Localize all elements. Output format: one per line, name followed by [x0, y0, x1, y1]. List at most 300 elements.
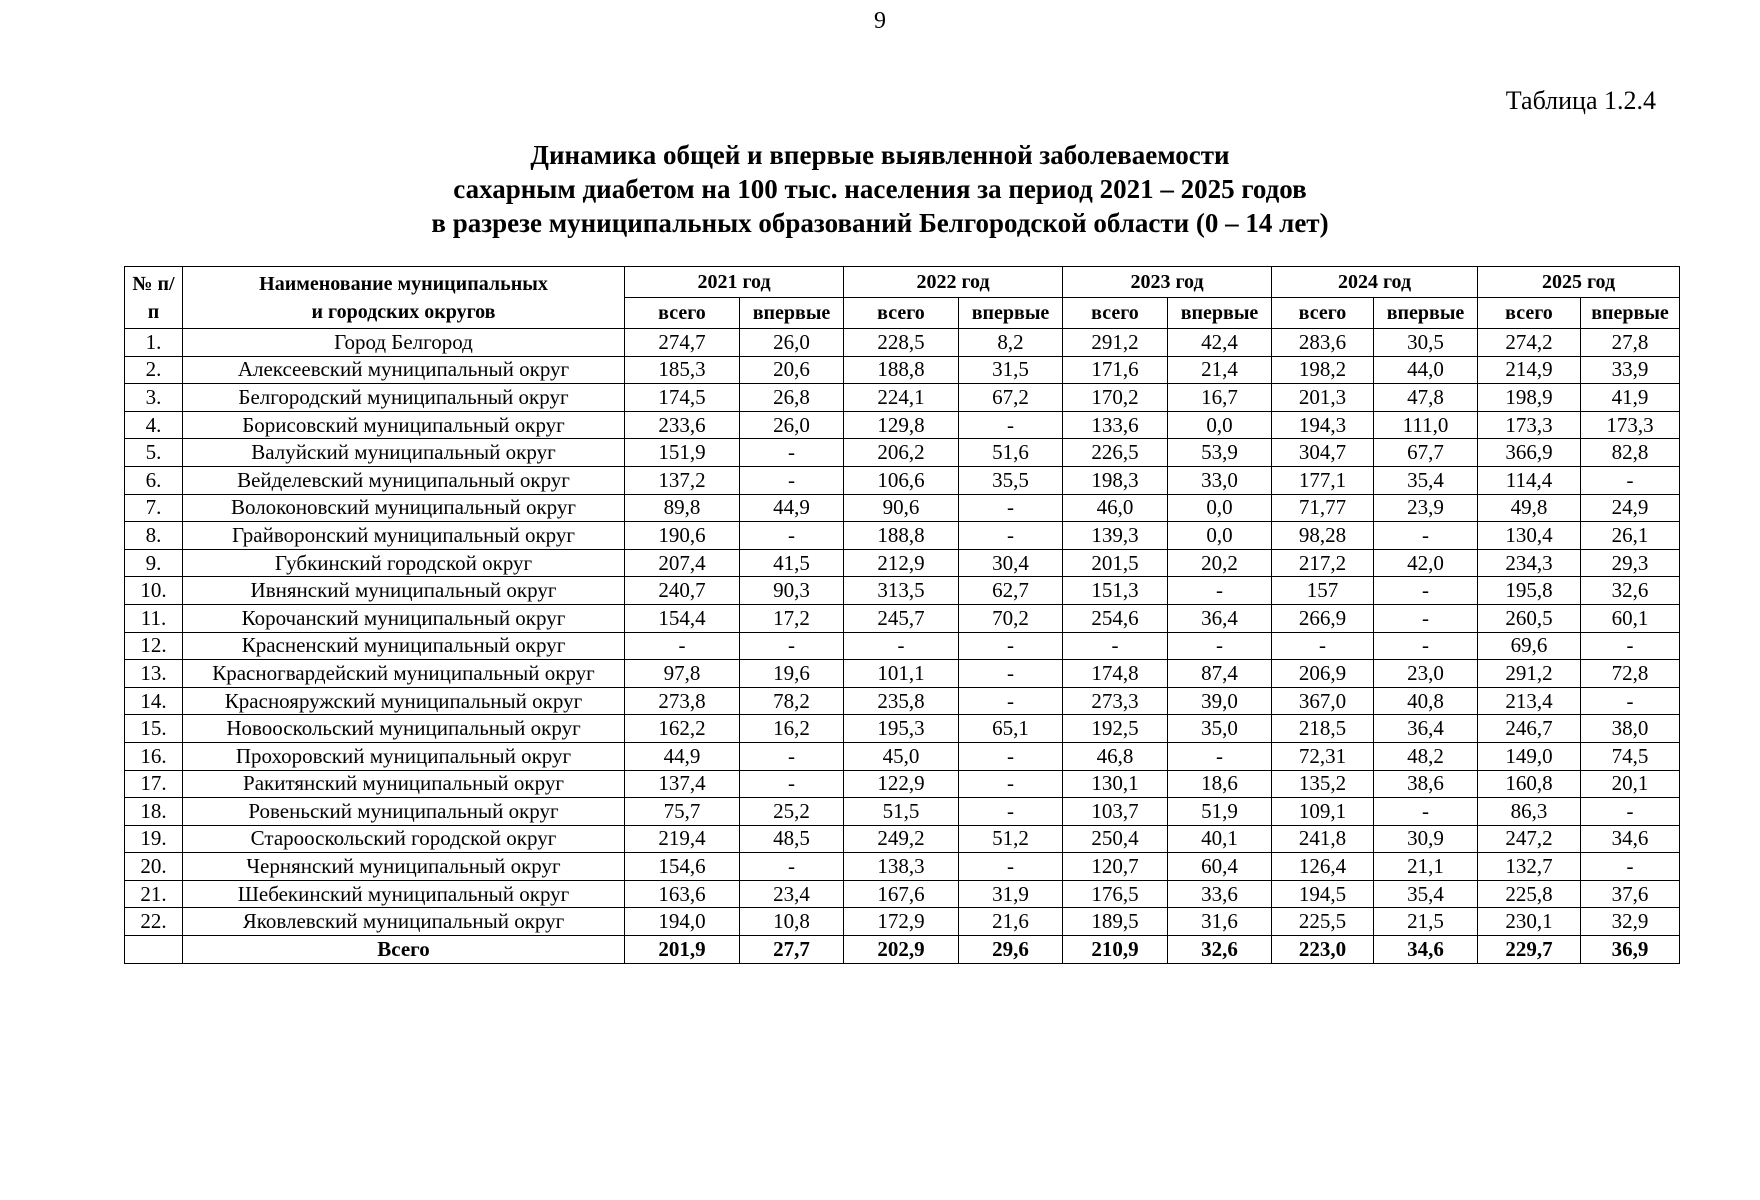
value-total-cell: 86,3 [1478, 798, 1581, 826]
value-new-cell: 65,1 [959, 715, 1063, 743]
table-row [125, 411, 1680, 439]
district-name: Прохоровский муниципальный округ [183, 742, 625, 770]
value-new-cell: 20,1 [1581, 770, 1680, 798]
value-new-cell: 19,6 [740, 660, 844, 688]
page-number: 9 [874, 8, 886, 34]
value-total-cell: 154,6 [625, 853, 740, 881]
value-total-cell: 194,5 [1272, 880, 1374, 908]
header-sub-total: всего [1272, 298, 1374, 329]
value-new-cell: 48,2 [1374, 742, 1478, 770]
value-new-cell: - [740, 466, 844, 494]
header-sub-new: впервые [1581, 298, 1680, 329]
value-new-cell: 21,1 [1374, 853, 1478, 881]
value-new-cell: 34,6 [1581, 825, 1680, 853]
value-total-cell: 225,8 [1478, 880, 1581, 908]
value-total-cell: 240,7 [625, 577, 740, 605]
value-total-cell: 213,4 [1478, 687, 1581, 715]
value-new-cell: - [740, 742, 844, 770]
value-new-cell: - [959, 494, 1063, 522]
value-new-cell: 111,0 [1374, 411, 1478, 439]
value-new-cell: - [1581, 687, 1680, 715]
value-new-cell: 67,7 [1374, 439, 1478, 467]
table-row [125, 880, 1680, 908]
value-new-cell: - [959, 798, 1063, 826]
value-new-cell: - [1581, 798, 1680, 826]
value-total-cell: 192,5 [1063, 715, 1168, 743]
row-number: 20. [125, 853, 183, 881]
value-new-cell: - [1168, 742, 1272, 770]
value-total-cell: 283,6 [1272, 329, 1374, 357]
title-line: в разрезе муниципальных образований Белгородской области (0 – 14 лет) [431, 208, 1329, 238]
value-total-cell: 212,9 [844, 549, 959, 577]
district-name: Яковлевский муниципальный округ [183, 908, 625, 936]
row-number: 21. [125, 880, 183, 908]
header-sub-new: впервые [1168, 298, 1272, 329]
value-total-cell: 130,4 [1478, 522, 1581, 550]
value-total-cell: 171,6 [1063, 356, 1168, 384]
value-total-cell: 195,8 [1478, 577, 1581, 605]
total-row [125, 936, 1680, 964]
value-total-cell: 202,9 [844, 936, 959, 964]
value-total-cell: 174,5 [625, 384, 740, 412]
value-total-cell: 224,1 [844, 384, 959, 412]
value-new-cell: 90,3 [740, 577, 844, 605]
table-label: Таблица 1.2.4 [1505, 86, 1656, 115]
value-total-cell: 188,8 [844, 522, 959, 550]
value-total-cell: 106,6 [844, 466, 959, 494]
value-total-cell: 218,5 [1272, 715, 1374, 743]
row-number: 22. [125, 908, 183, 936]
row-number: 13. [125, 660, 183, 688]
value-new-cell: - [959, 632, 1063, 660]
row-number: 11. [125, 604, 183, 632]
value-total-cell: 367,0 [1272, 687, 1374, 715]
row-number: 9. [125, 549, 183, 577]
value-new-cell: 36,4 [1374, 715, 1478, 743]
value-new-cell: 51,6 [959, 439, 1063, 467]
document-title [0, 138, 1760, 240]
value-total-cell: 45,0 [844, 742, 959, 770]
district-name: Валуйский муниципальный округ [183, 439, 625, 467]
value-new-cell: 42,4 [1168, 329, 1272, 357]
value-total-cell: 291,2 [1063, 329, 1168, 357]
header-sub-new: впервые [740, 298, 844, 329]
value-total-cell: 198,2 [1272, 356, 1374, 384]
title-line: сахарным диабетом на 100 тыс. населения за период 2021 – 2025 годов [453, 174, 1307, 204]
value-total-cell: 201,5 [1063, 549, 1168, 577]
value-total-cell: 241,8 [1272, 825, 1374, 853]
value-total-cell: 210,9 [1063, 936, 1168, 964]
header-year-2021: 2021 год [625, 267, 844, 298]
value-new-cell: 26,8 [740, 384, 844, 412]
value-new-cell: 0,0 [1168, 411, 1272, 439]
value-new-cell: - [1374, 604, 1478, 632]
value-new-cell: 21,6 [959, 908, 1063, 936]
value-new-cell: - [959, 411, 1063, 439]
row-number: 15. [125, 715, 183, 743]
table-row [125, 687, 1680, 715]
value-total-cell: 194,0 [625, 908, 740, 936]
value-new-cell: 42,0 [1374, 549, 1478, 577]
district-name: Краснояружский муниципальный округ [183, 687, 625, 715]
value-total-cell: 245,7 [844, 604, 959, 632]
value-total-cell: 71,77 [1272, 494, 1374, 522]
value-new-cell: 39,0 [1168, 687, 1272, 715]
value-new-cell: 36,4 [1168, 604, 1272, 632]
value-new-cell: 23,9 [1374, 494, 1478, 522]
table-row [125, 908, 1680, 936]
value-total-cell: 114,4 [1478, 466, 1581, 494]
value-new-cell: - [959, 687, 1063, 715]
table-row [125, 853, 1680, 881]
table-row [125, 798, 1680, 826]
value-new-cell: 44,0 [1374, 356, 1478, 384]
value-new-cell: 0,0 [1168, 522, 1272, 550]
value-new-cell: 29,6 [959, 936, 1063, 964]
row-number: 12. [125, 632, 183, 660]
value-total-cell: 89,8 [625, 494, 740, 522]
value-new-cell: - [1581, 632, 1680, 660]
value-new-cell: 41,9 [1581, 384, 1680, 412]
value-total-cell: 190,6 [625, 522, 740, 550]
value-new-cell: 36,9 [1581, 936, 1680, 964]
district-name: Ровеньский муниципальный округ [183, 798, 625, 826]
value-total-cell: 226,5 [1063, 439, 1168, 467]
header-year-2022: 2022 год [844, 267, 1063, 298]
value-total-cell: 132,7 [1478, 853, 1581, 881]
header-year-2025: 2025 год [1478, 267, 1680, 298]
row-number: 14. [125, 687, 183, 715]
value-new-cell: 16,7 [1168, 384, 1272, 412]
value-new-cell: 30,5 [1374, 329, 1478, 357]
value-total-cell: 185,3 [625, 356, 740, 384]
header-sub-total: всего [844, 298, 959, 329]
value-new-cell: 33,9 [1581, 356, 1680, 384]
value-total-cell: 49,8 [1478, 494, 1581, 522]
value-total-cell: 160,8 [1478, 770, 1581, 798]
value-new-cell: 38,6 [1374, 770, 1478, 798]
value-total-cell: 188,8 [844, 356, 959, 384]
value-new-cell: 51,2 [959, 825, 1063, 853]
value-new-cell: 34,6 [1374, 936, 1478, 964]
value-new-cell: 27,7 [740, 936, 844, 964]
row-number: 7. [125, 494, 183, 522]
value-new-cell: - [959, 770, 1063, 798]
value-total-cell: 206,9 [1272, 660, 1374, 688]
value-total-cell: 90,6 [844, 494, 959, 522]
value-new-cell: 60,4 [1168, 853, 1272, 881]
value-new-cell: 32,6 [1168, 936, 1272, 964]
district-name: Ракитянский муниципальный округ [183, 770, 625, 798]
value-total-cell: 149,0 [1478, 742, 1581, 770]
row-number [125, 936, 183, 964]
value-total-cell: 97,8 [625, 660, 740, 688]
value-new-cell: 20,6 [740, 356, 844, 384]
value-total-cell: 138,3 [844, 853, 959, 881]
table-row [125, 770, 1680, 798]
district-name: Волоконовский муниципальный округ [183, 494, 625, 522]
district-name: Ивнянский муниципальный округ [183, 577, 625, 605]
value-new-cell: - [740, 853, 844, 881]
value-total-cell: 46,0 [1063, 494, 1168, 522]
table-row [125, 825, 1680, 853]
value-new-cell: 0,0 [1168, 494, 1272, 522]
value-new-cell: 26,0 [740, 411, 844, 439]
value-new-cell: 16,2 [740, 715, 844, 743]
value-total-cell: 126,4 [1272, 853, 1374, 881]
value-total-cell: 162,2 [625, 715, 740, 743]
value-new-cell: - [740, 770, 844, 798]
value-new-cell: 51,9 [1168, 798, 1272, 826]
value-total-cell: 291,2 [1478, 660, 1581, 688]
value-total-cell: 154,4 [625, 604, 740, 632]
row-number: 18. [125, 798, 183, 826]
value-new-cell: - [959, 853, 1063, 881]
district-name: Белгородский муниципальный округ [183, 384, 625, 412]
value-new-cell: 48,5 [740, 825, 844, 853]
row-number: 19. [125, 825, 183, 853]
value-total-cell: 207,4 [625, 549, 740, 577]
value-new-cell: 29,3 [1581, 549, 1680, 577]
header-sub-total: всего [625, 298, 740, 329]
value-total-cell: 189,5 [1063, 908, 1168, 936]
header-name-line1: Наименование муниципальных [259, 272, 548, 295]
value-total-cell: 266,9 [1272, 604, 1374, 632]
value-total-cell: 151,9 [625, 439, 740, 467]
value-total-cell: 69,6 [1478, 632, 1581, 660]
value-total-cell: 198,3 [1063, 466, 1168, 494]
value-new-cell: 78,2 [740, 687, 844, 715]
district-name: Красненский муниципальный округ [183, 632, 625, 660]
district-name: Алексеевский муниципальный округ [183, 356, 625, 384]
header-name [183, 267, 625, 329]
value-total-cell: 72,31 [1272, 742, 1374, 770]
value-new-cell: 173,3 [1581, 411, 1680, 439]
value-total-cell: 201,9 [625, 936, 740, 964]
district-name: Грайворонский муниципальный округ [183, 522, 625, 550]
value-new-cell: - [959, 660, 1063, 688]
value-total-cell: 229,7 [1478, 936, 1581, 964]
value-new-cell: - [740, 522, 844, 550]
value-total-cell: 176,5 [1063, 880, 1168, 908]
value-total-cell: 230,1 [1478, 908, 1581, 936]
value-total-cell: 151,3 [1063, 577, 1168, 605]
value-total-cell: 75,7 [625, 798, 740, 826]
header-year-2023: 2023 год [1063, 267, 1272, 298]
table-row [125, 660, 1680, 688]
district-name: Борисовский муниципальный округ [183, 411, 625, 439]
value-total-cell: 139,3 [1063, 522, 1168, 550]
value-total-cell: 234,3 [1478, 549, 1581, 577]
table-row [125, 494, 1680, 522]
value-total-cell: 217,2 [1272, 549, 1374, 577]
table-row [125, 549, 1680, 577]
value-new-cell: - [1581, 853, 1680, 881]
table-row [125, 577, 1680, 605]
value-new-cell: - [740, 439, 844, 467]
table-row [125, 356, 1680, 384]
value-total-cell: 206,2 [844, 439, 959, 467]
value-new-cell: 38,0 [1581, 715, 1680, 743]
value-total-cell: 157 [1272, 577, 1374, 605]
district-name: Вейделевский муниципальный округ [183, 466, 625, 494]
value-new-cell: 74,5 [1581, 742, 1680, 770]
value-new-cell: 70,2 [959, 604, 1063, 632]
row-number: 8. [125, 522, 183, 550]
value-new-cell: 62,7 [959, 577, 1063, 605]
header-sub-total: всего [1063, 298, 1168, 329]
table-body [125, 329, 1680, 964]
value-total-cell: 313,5 [844, 577, 959, 605]
value-total-cell: 260,5 [1478, 604, 1581, 632]
value-total-cell: 249,2 [844, 825, 959, 853]
value-total-cell: 273,3 [1063, 687, 1168, 715]
header-sub-new: впервые [1374, 298, 1478, 329]
value-new-cell: 60,1 [1581, 604, 1680, 632]
value-total-cell: 129,8 [844, 411, 959, 439]
district-name: Губкинский городской округ [183, 549, 625, 577]
district-name: Корочанский муниципальный округ [183, 604, 625, 632]
table-row [125, 384, 1680, 412]
value-new-cell: 40,1 [1168, 825, 1272, 853]
value-new-cell: 31,5 [959, 356, 1063, 384]
value-total-cell: 133,6 [1063, 411, 1168, 439]
table-row [125, 522, 1680, 550]
header-year-2024: 2024 год [1272, 267, 1478, 298]
district-name: Город Белгород [183, 329, 625, 357]
value-new-cell: - [740, 632, 844, 660]
value-total-cell: 195,3 [844, 715, 959, 743]
value-total-cell: 225,5 [1272, 908, 1374, 936]
value-new-cell: 23,0 [1374, 660, 1478, 688]
value-new-cell: 35,4 [1374, 466, 1478, 494]
value-total-cell: 174,8 [1063, 660, 1168, 688]
value-total-cell: 223,0 [1272, 936, 1374, 964]
district-name: Чернянский муниципальный округ [183, 853, 625, 881]
value-total-cell: 254,6 [1063, 604, 1168, 632]
value-new-cell: 18,6 [1168, 770, 1272, 798]
row-number: 4. [125, 411, 183, 439]
value-new-cell: - [1374, 798, 1478, 826]
value-new-cell: 26,1 [1581, 522, 1680, 550]
header-sub-new: впервые [959, 298, 1063, 329]
value-total-cell: - [625, 632, 740, 660]
value-new-cell: 26,0 [740, 329, 844, 357]
value-total-cell: - [1063, 632, 1168, 660]
header-row-years [125, 267, 1680, 298]
value-total-cell: 122,9 [844, 770, 959, 798]
value-new-cell: 17,2 [740, 604, 844, 632]
value-new-cell: - [1374, 522, 1478, 550]
value-total-cell: 170,2 [1063, 384, 1168, 412]
value-total-cell: 46,8 [1063, 742, 1168, 770]
title-line: Динамика общей и впервые выявленной заболеваемости [530, 140, 1230, 170]
header-sub-total: всего [1478, 298, 1581, 329]
value-total-cell: 167,6 [844, 880, 959, 908]
table-row [125, 329, 1680, 357]
value-total-cell: 246,7 [1478, 715, 1581, 743]
value-total-cell: - [1272, 632, 1374, 660]
value-total-cell: 198,9 [1478, 384, 1581, 412]
row-number: 2. [125, 356, 183, 384]
value-new-cell: 72,8 [1581, 660, 1680, 688]
value-new-cell: 31,9 [959, 880, 1063, 908]
header-num: № п/п [125, 267, 183, 329]
value-total-cell: 163,6 [625, 880, 740, 908]
value-total-cell: 173,3 [1478, 411, 1581, 439]
value-new-cell: - [1168, 577, 1272, 605]
value-total-cell: 250,4 [1063, 825, 1168, 853]
value-total-cell: 233,6 [625, 411, 740, 439]
value-total-cell: 235,8 [844, 687, 959, 715]
table-row [125, 715, 1680, 743]
table-row [125, 742, 1680, 770]
value-new-cell: - [959, 522, 1063, 550]
value-total-cell: 172,9 [844, 908, 959, 936]
morbidity-table [124, 266, 1680, 964]
district-name: Шебекинский муниципальный округ [183, 880, 625, 908]
table-row [125, 439, 1680, 467]
value-new-cell: 10,8 [740, 908, 844, 936]
value-new-cell: 31,6 [1168, 908, 1272, 936]
district-name: Красногвардейский муниципальный округ [183, 660, 625, 688]
value-total-cell: 137,2 [625, 466, 740, 494]
value-total-cell: 98,28 [1272, 522, 1374, 550]
value-total-cell: 201,3 [1272, 384, 1374, 412]
value-new-cell: 67,2 [959, 384, 1063, 412]
value-new-cell: 44,9 [740, 494, 844, 522]
value-new-cell: 24,9 [1581, 494, 1680, 522]
district-name: Всего [183, 936, 625, 964]
value-total-cell: 101,1 [844, 660, 959, 688]
header-name-line2: и городских округов [311, 300, 496, 323]
value-total-cell: 177,1 [1272, 466, 1374, 494]
value-total-cell: 135,2 [1272, 770, 1374, 798]
value-total-cell: 44,9 [625, 742, 740, 770]
value-new-cell: 33,0 [1168, 466, 1272, 494]
value-total-cell: - [844, 632, 959, 660]
value-total-cell: 103,7 [1063, 798, 1168, 826]
value-new-cell: 30,9 [1374, 825, 1478, 853]
row-number: 16. [125, 742, 183, 770]
value-new-cell: - [1581, 466, 1680, 494]
value-new-cell: 23,4 [740, 880, 844, 908]
value-new-cell: 53,9 [1168, 439, 1272, 467]
row-number: 5. [125, 439, 183, 467]
district-name: Старооскольский городской округ [183, 825, 625, 853]
value-new-cell: - [1168, 632, 1272, 660]
value-total-cell: 366,9 [1478, 439, 1581, 467]
value-total-cell: 274,2 [1478, 329, 1581, 357]
row-number: 3. [125, 384, 183, 412]
value-new-cell: 27,8 [1581, 329, 1680, 357]
value-new-cell: - [959, 742, 1063, 770]
value-new-cell: 25,2 [740, 798, 844, 826]
value-new-cell: - [1374, 632, 1478, 660]
value-new-cell: 21,4 [1168, 356, 1272, 384]
value-new-cell: 8,2 [959, 329, 1063, 357]
value-total-cell: 274,7 [625, 329, 740, 357]
value-new-cell: 87,4 [1168, 660, 1272, 688]
row-number: 1. [125, 329, 183, 357]
value-new-cell: 35,4 [1374, 880, 1478, 908]
value-new-cell: 35,5 [959, 466, 1063, 494]
district-name: Новооскольский муниципальный округ [183, 715, 625, 743]
value-new-cell: 47,8 [1374, 384, 1478, 412]
value-new-cell: 32,9 [1581, 908, 1680, 936]
value-new-cell: 82,8 [1581, 439, 1680, 467]
row-number: 10. [125, 577, 183, 605]
